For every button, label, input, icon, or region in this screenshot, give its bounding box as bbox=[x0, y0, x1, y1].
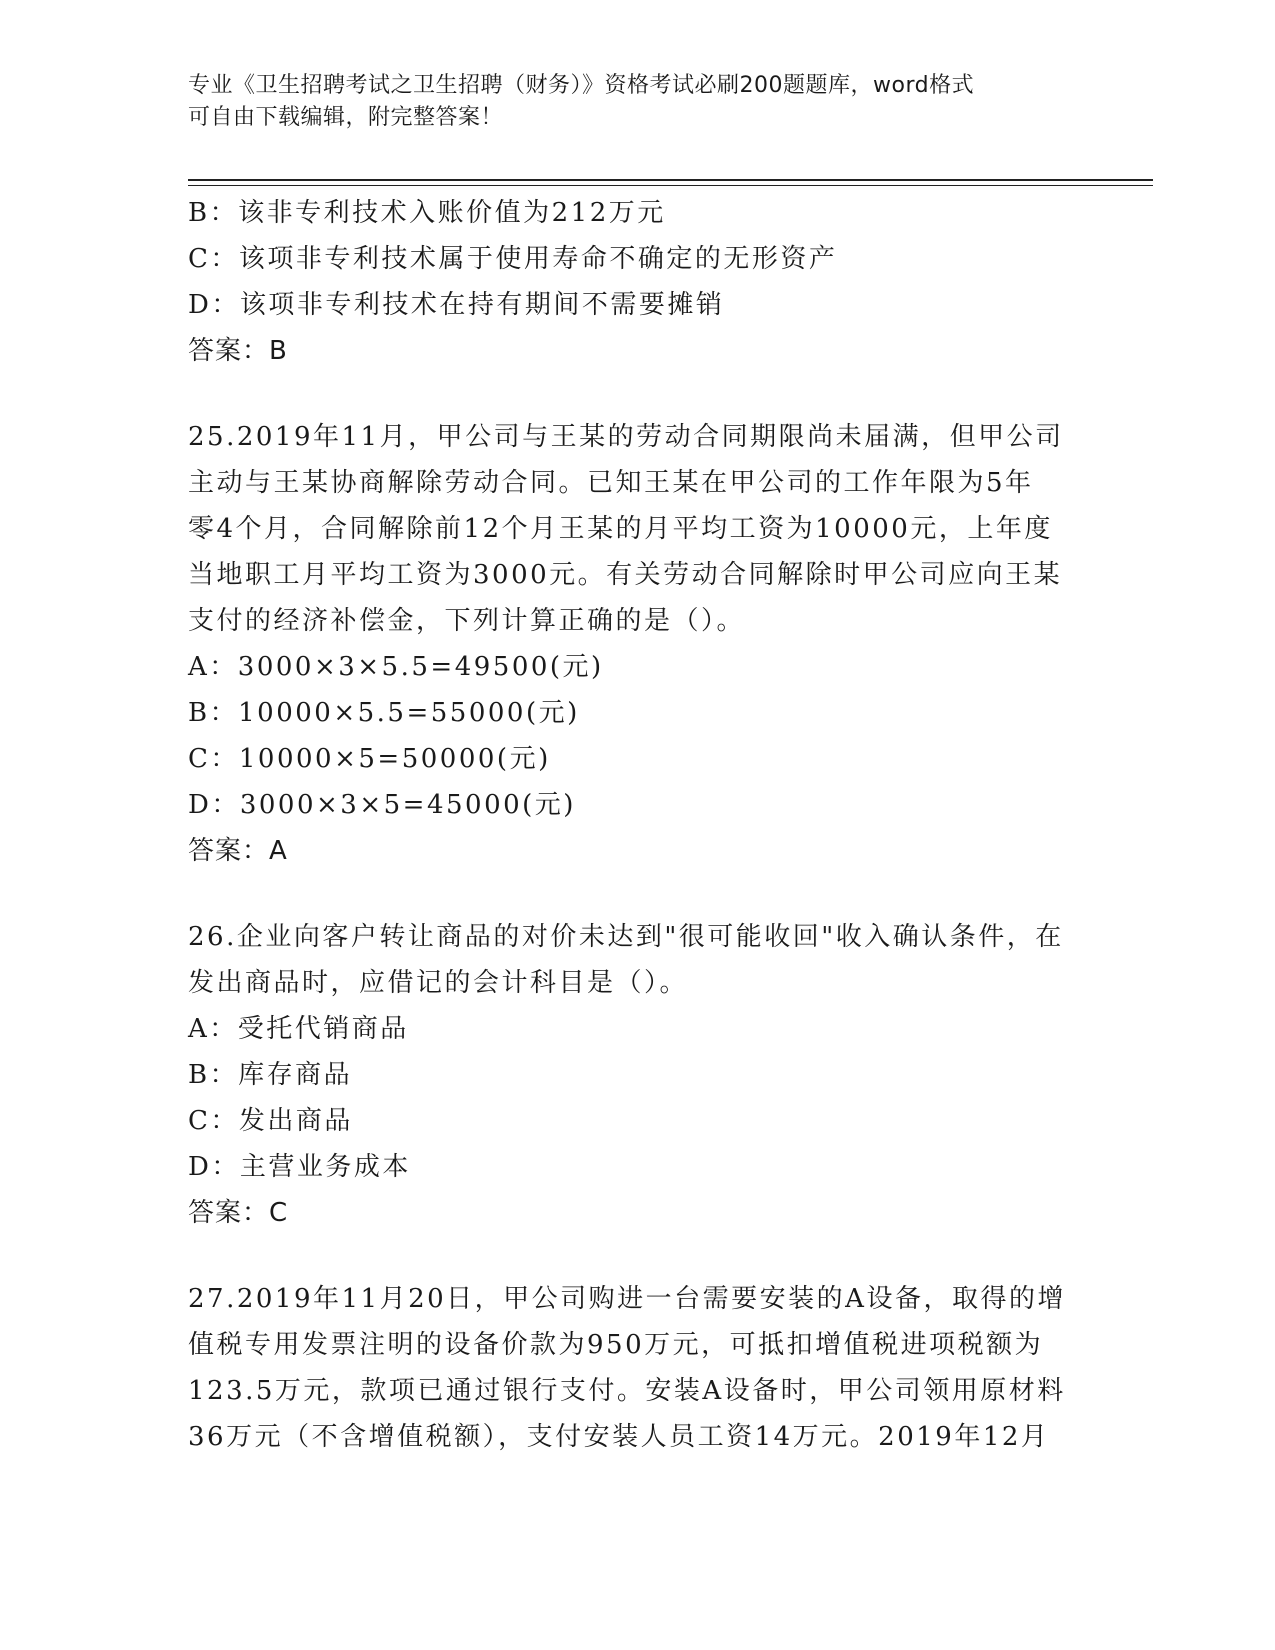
header-divider-thin bbox=[188, 185, 1153, 186]
question-text-line: 26.企业向客户转让商品的对价未达到"很可能收回"收入确认条件，在 bbox=[188, 922, 1064, 952]
option-b: B：10000×5.5=55000(元) bbox=[188, 698, 580, 728]
option-d: D：该项非专利技术在持有期间不需要摊销 bbox=[188, 290, 725, 320]
question-text-line: 发出商品时，应借记的会计科目是（）。 bbox=[188, 968, 689, 998]
question-text-line: 零4个月，合同解除前12个月王某的月平均工资为10000元，上年度 bbox=[188, 514, 1053, 544]
question-text-line: 123.5万元，款项已通过银行支付。安装A设备时，甲公司领用原材料 bbox=[188, 1376, 1066, 1406]
option-a: A：受托代销商品 bbox=[188, 1014, 409, 1044]
answer-line: 答案：B bbox=[188, 336, 288, 366]
question-text-line: 支付的经济补偿金，下列计算正确的是（）。 bbox=[188, 606, 746, 636]
option-c: C：发出商品 bbox=[188, 1106, 353, 1136]
spacer bbox=[188, 874, 1088, 914]
option-c: C：该项非专利技术属于使用寿命不确定的无形资产 bbox=[188, 244, 838, 274]
option-d: D：主营业务成本 bbox=[188, 1152, 411, 1182]
question-text-line: 27.2019年11月20日，甲公司购进一台需要安装的A设备，取得的增 bbox=[188, 1284, 1066, 1314]
spacer bbox=[188, 374, 1088, 414]
question-text-line: 36万元（不含增值税额），支付安装人员工资14万元。2019年12月 bbox=[188, 1422, 1050, 1452]
question-text-line: 主动与王某协商解除劳动合同。已知王某在甲公司的工作年限为5年 bbox=[188, 468, 1034, 498]
option-a: A：3000×3×5.5=49500(元) bbox=[188, 652, 604, 682]
question-26-block bbox=[188, 914, 1088, 1236]
question-text-line: 值税专用发票注明的设备价款为950万元，可抵扣增值税进项税额为 bbox=[188, 1330, 1044, 1360]
option-c: C：10000×5=50000(元) bbox=[188, 744, 551, 774]
answer-line: 答案：A bbox=[188, 836, 288, 866]
header-divider-thick bbox=[188, 179, 1153, 181]
option-d: D：3000×3×5=45000(元) bbox=[188, 790, 576, 820]
option-b: B：该非专利技术入账价值为212万元 bbox=[188, 198, 666, 228]
question-27-block bbox=[188, 1276, 1088, 1460]
prev-question-block bbox=[188, 190, 1088, 374]
question-text-line: 25.2019年11月，甲公司与王某的劳动合同期限尚未届满，但甲公司 bbox=[188, 422, 1064, 452]
spacer bbox=[188, 1236, 1088, 1276]
option-b: B：库存商品 bbox=[188, 1060, 353, 1090]
header-title-line-1: 专业《卫生招聘考试之卫生招聘（财务）》资格考试必刷200题题库，word格式 bbox=[188, 73, 975, 98]
document-header bbox=[188, 70, 1088, 134]
answer-line: 答案：C bbox=[188, 1198, 289, 1228]
question-25-block bbox=[188, 414, 1088, 874]
question-content bbox=[188, 190, 1088, 1460]
header-title-line-2: 可自由下载编辑，附完整答案！ bbox=[188, 105, 504, 130]
question-text-line: 当地职工月平均工资为3000元。有关劳动合同解除时甲公司应向王某 bbox=[188, 560, 1063, 590]
